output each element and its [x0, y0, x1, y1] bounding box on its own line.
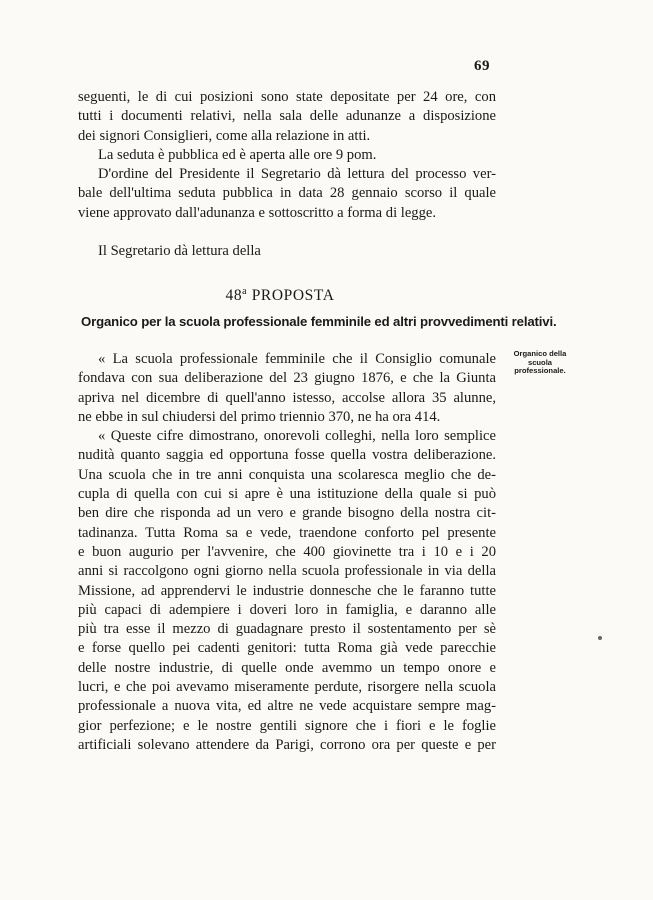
text-line: Missione, ad apprendervi le industrie donnesche che le faranno tutte: [78, 582, 496, 599]
proposal-number: 48: [225, 287, 243, 305]
text-line: delle nostre industrie, di quelle onde avemmo un tempo onore e: [78, 659, 496, 676]
text-line: D'ordine del Presidente il Segretario dà lettura del processo ver-: [98, 166, 496, 183]
ink-speck: [598, 636, 602, 640]
text-line: cupla di quella con cui si apre è una istituzione della quale si può: [78, 486, 496, 503]
text-line: bale dell'ultima seduta pubblica in data 28 gennaio scorso il quale: [78, 185, 496, 202]
margin-note-line: Organico della: [513, 349, 567, 358]
text-line: lucri, e che poi avevamo miseramente perdute, risorgere nella scuola: [78, 679, 496, 696]
proposal-title: Organico per la scuola professionale femminile ed altri provvedimenti relativi.: [81, 314, 557, 329]
text-line: seguenti, le di cui posizioni sono state depositate per 24 ore, con: [78, 89, 496, 105]
text-line: artificiali solevano attendere da Parigi, corrono ora per queste e per: [78, 736, 496, 753]
text-line: ne ebbe in sul chiudersi del primo triennio 370, ne ha ora 414.: [78, 408, 441, 425]
text-line: professionale a nuova vita, ed altre ne vede acquistare sempre mag-: [78, 698, 496, 715]
proposal-number-superscript: a: [242, 286, 248, 297]
proposal-heading: [0, 286, 560, 305]
proposal-word: PROPOSTA: [251, 287, 335, 305]
text-line: apriva nel dicembre di quell'anno istesso, accolse allora 35 alunne,: [78, 389, 496, 406]
text-line: tutti i documenti relativi, nella sala delle adunanze a disposizione: [78, 108, 496, 125]
text-line: gior perfezione; e le nostre gentili signore che i fiori e le foglie: [78, 717, 496, 734]
intro-text: [78, 88, 496, 223]
margin-note-line: scuola: [527, 357, 553, 367]
margin-note: [504, 350, 576, 376]
text-line: Una scuola che in tre anni conquista una scolaresca meglio che de-: [78, 466, 496, 483]
text-line: « Queste cifre dimostrano, onorevoli colleghi, nella loro semplice: [98, 428, 496, 445]
text-line: anni si raccolgono ogni giorno nella scuola professionale in via della: [78, 563, 496, 580]
text-line: più capaci di adempiere i doveri loro in famiglia, e daranno alle: [78, 601, 496, 618]
page-number: 69: [474, 58, 490, 74]
text-line: tadinanza. Tutta Roma sa e vede, traendone conforto pel presente: [78, 524, 496, 541]
margin-note-line: professionale.: [514, 366, 566, 376]
text-line: Il Segretario dà lettura della: [98, 243, 261, 259]
text-line: « La scuola professionale femminile che il Consiglio comunale: [98, 351, 496, 367]
text-line: più tra esse il mezzo di guadagnare presto il sostentamento per sè: [78, 621, 496, 638]
text-line: nudità quanto saggia ed opportuna fosse quella vostra deliberazione.: [78, 447, 496, 464]
text-line: e buon augurio per l'avvenire, che 400 giovinette tra i 10 e i 20: [78, 543, 496, 560]
text-line: viene approvato dall'adunanza e sottoscritto a forma di legge.: [78, 204, 437, 221]
text-line: ben dire che risponda ad un vero e grande bisogno della nostra cit-: [78, 505, 496, 522]
text-line: e forse quello pei cadenti genitori: tutta Roma già vede parecchie: [78, 640, 496, 657]
text-line: dei signori Consiglieri, come alla relazione in atti.: [78, 127, 371, 144]
proposal-body: [78, 350, 496, 755]
text-line: fondava con sua deliberazione del 23 giugno 1876, e che la Giunta: [78, 370, 496, 387]
secretary-text: [78, 242, 496, 261]
text-line: La seduta è pubblica ed è aperta alle ore 9 pom.: [98, 146, 377, 163]
